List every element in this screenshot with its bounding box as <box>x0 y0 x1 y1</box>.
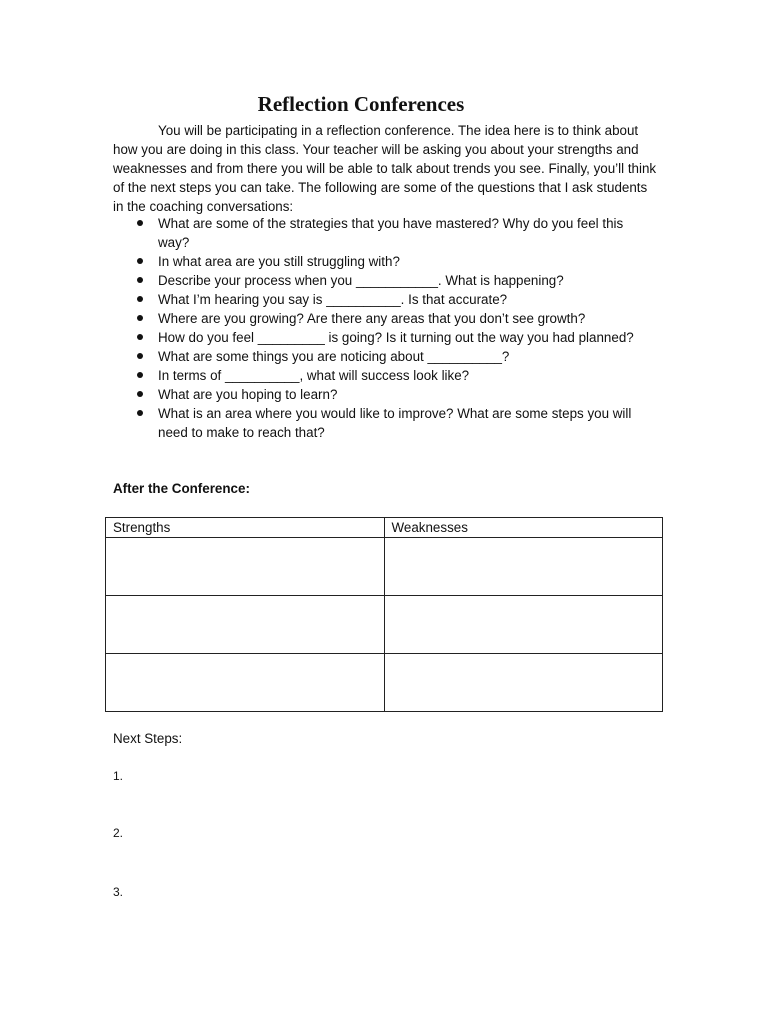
question-item: What are some of the strategies that you have mastered? Why do you feel this way? <box>158 214 658 252</box>
strength-cell[interactable] <box>106 596 385 654</box>
intro-paragraph: You will be participating in a reflection conference. The idea here is to think about how you are doing in this class. Your teacher will be asking you about your strengths and weaknesses and from there you will be able to talk about trends you see. Finally, you’ll think of the next steps you can take. The following are some of the questions that I ask students in the coaching conversations: <box>113 123 657 214</box>
table-row <box>106 596 663 654</box>
weakness-cell[interactable] <box>384 596 663 654</box>
table-row <box>106 538 663 596</box>
strength-cell[interactable] <box>106 654 385 712</box>
weaknesses-header: Weaknesses <box>384 518 663 538</box>
next-steps-heading: Next Steps: <box>113 731 183 746</box>
question-item: Describe your process when you ___________. What is happening? <box>158 271 658 290</box>
after-conference-heading: After the Conference: <box>113 481 250 496</box>
table-row <box>106 654 663 712</box>
weakness-cell[interactable] <box>384 538 663 596</box>
question-item: In terms of __________, what will success look like? <box>158 366 658 385</box>
table-header-row <box>106 518 663 538</box>
question-item: What are you hoping to learn? <box>158 385 658 404</box>
strengths-header: Strengths <box>106 518 385 538</box>
question-item: What I’m hearing you say is __________. Is that accurate? <box>158 290 658 309</box>
question-item: Where are you growing? Are there any areas that you don’t see growth? <box>158 309 658 328</box>
page-title: Reflection Conferences <box>257 92 465 116</box>
next-step-2: 2. <box>113 826 124 840</box>
question-list <box>158 214 658 442</box>
strengths-weaknesses-table <box>105 517 663 712</box>
question-item: How do you feel _________ is going? Is it turning out the way you had planned? <box>158 328 658 347</box>
next-step-1: 1. <box>113 769 124 783</box>
next-step-3: 3. <box>113 885 124 899</box>
strength-cell[interactable] <box>106 538 385 596</box>
question-item: In what area are you still struggling with? <box>158 252 658 271</box>
question-item: What is an area where you would like to improve? What are some steps you will need to make to reach that? <box>158 404 658 442</box>
weakness-cell[interactable] <box>384 654 663 712</box>
question-item: What are some things you are noticing about __________? <box>158 347 658 366</box>
